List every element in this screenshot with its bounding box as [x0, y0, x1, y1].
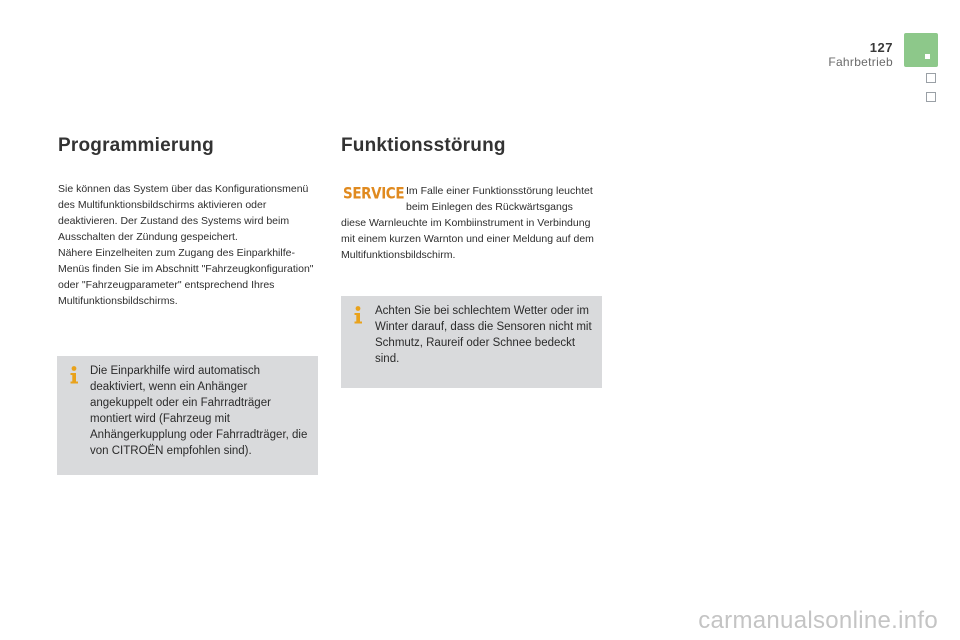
chapter-tab[interactable]	[926, 92, 936, 102]
info-box-einparkhilfe	[57, 356, 318, 475]
service-warning-icon: SERVICE	[343, 184, 405, 204]
chapter-tab-active[interactable]	[904, 33, 938, 67]
info-text: Die Einparkhilfe wird automatisch deaktiviert, wenn ein Anhänger angekuppelt oder ein Fahrradträger montiert wird (Fahrzeug mit Anhängerkupplung oder Fahrradträger, die von CITROËN empfohlen sind).	[90, 365, 308, 457]
chapter-title: Fahrbetrieb	[828, 55, 893, 69]
info-box-sensoren	[341, 296, 602, 388]
section-heading-funktionsstoerung: Funktionsstörung	[341, 135, 506, 156]
chapter-tab[interactable]	[926, 73, 936, 83]
paragraph: Nähere Einzelheiten zum Zugang des Einparkhilfe-Menüs finden Sie im Abschnitt "Fahrzeugkonfiguration" oder "Fahrzeugparameter" entsprechend Ihres Multifunktionsbildschirms.	[58, 247, 314, 307]
service-rest-text: diese Warnleuchte im Kombiinstrument in Verbindung mit einem kurzen Warnton und einer Meldung auf dem Multifunktionsbildschirm.	[341, 217, 594, 261]
watermark: carmanualsonline.info	[698, 607, 938, 634]
service-intro-text: Im Falle einer Funktionsstörung leuchtet beim Einlegen des Rückwärtsgangs	[406, 185, 593, 213]
page-number: 127	[869, 40, 893, 55]
paragraph: Sie können das System über das Konfigurationsmenü des Multifunktionsbildschirms aktivieren oder deaktivieren. Der Zustand des Systems wird beim Ausschalten der Zündung gespeichert.	[58, 183, 309, 243]
programmierung-text	[58, 181, 318, 309]
tab-marker-icon	[925, 54, 930, 59]
section-heading-programmierung: Programmierung	[58, 135, 214, 156]
info-icon	[66, 365, 82, 385]
info-icon	[350, 305, 366, 325]
info-text: Achten Sie bei schlechtem Wetter oder im Winter darauf, dass die Sensoren nicht mit Schmutz, Raureif oder Schnee bedeckt sind.	[375, 305, 592, 365]
